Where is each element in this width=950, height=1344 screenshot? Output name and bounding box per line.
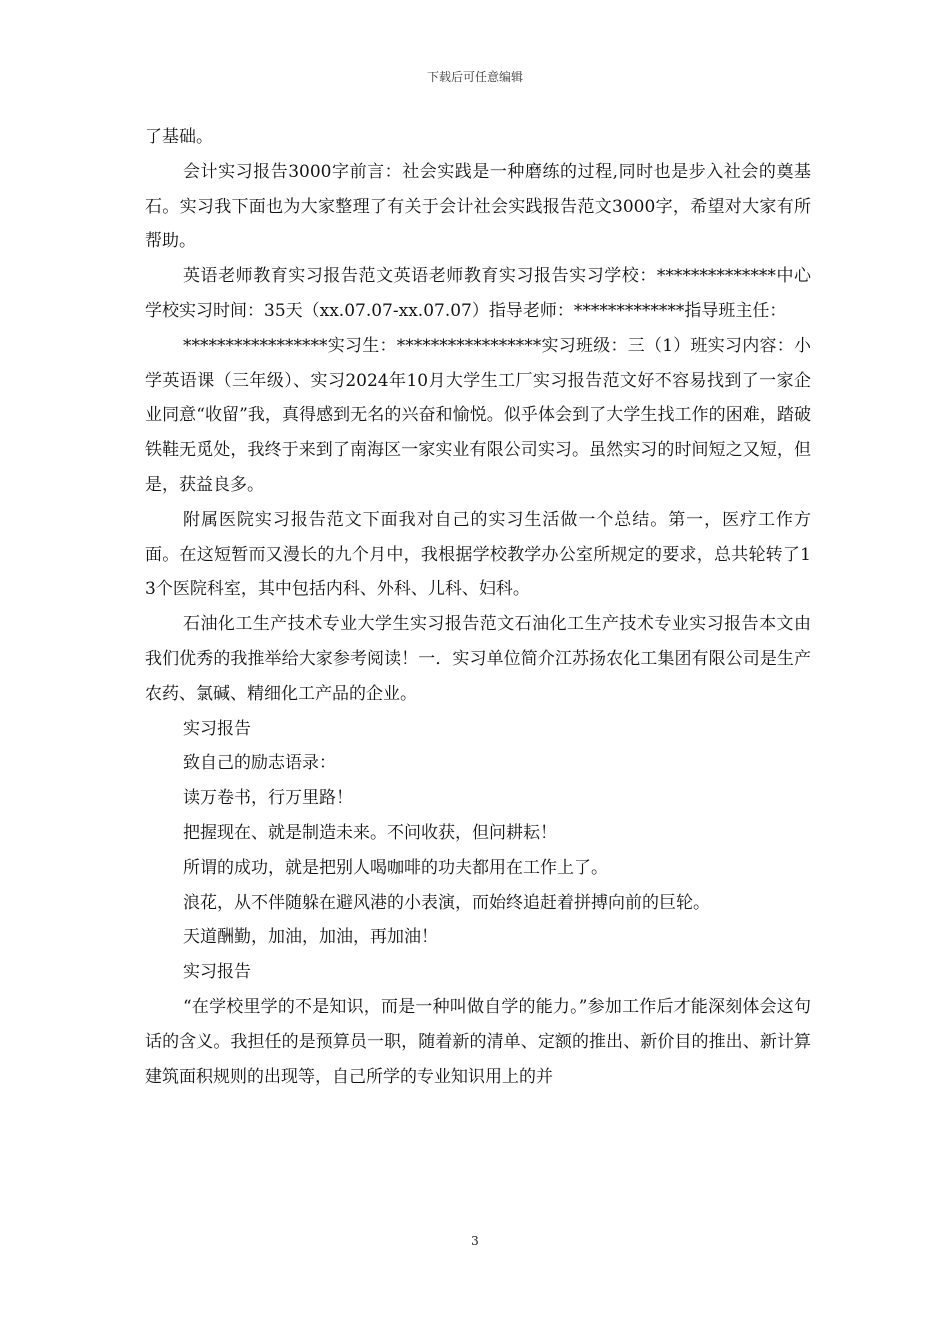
quote-line: 所谓的成功，就是把别人喝咖啡的功夫都用在工作上了。	[183, 857, 608, 878]
quote-line: 浪花，从不伴随躲在避风港的小表演，而始终追赶着拼搏向前的巨轮。	[183, 892, 710, 913]
paragraph: 会计实习报告3000字前言：社会实践是一种磨练的过程,同时也是步入社会的奠基石。实习我下面也为大家整理了有关于会计社会实践报告范文3000字，希望对大家有所帮助。	[145, 161, 811, 252]
quote-line: 致自己的励志语录：	[183, 753, 336, 774]
paragraph: “在学校里学的不是知识，而是一种叫做自学的能力。”参加工作后才能深刻体会这句话的含义。我担任的是预算员一职，随着新的清单、定额的推出、新价目的推出、新计算建筑面积规则的出现等，自己所学的专业知识用上的并	[145, 996, 811, 1087]
section-heading: 实习报告	[183, 718, 251, 739]
quote-line: 把握现在、就是制造未来。不问收获，但问耕耘！	[183, 822, 557, 843]
quote-line: 天道酬勤，加油，加油，再加油！	[183, 927, 438, 948]
section-heading: 实习报告	[183, 962, 251, 983]
paragraph: 英语老师教育实习报告范文英语老师教育实习报告实习学校：**************中心学校实习时间：35天（xx.07.07-xx.07.07）指导老师：*************指导班主任：	[145, 266, 811, 321]
paragraph: 附属医院实习报告范文下面我对自己的实习生活做一个总结。第一，医疗工作方面。在这短暂而又漫长的九个月中，我根据学校教学办公室所规定的要求，总共轮转了13个医院科室，其中包括内科、外科、儿科、妇科。	[145, 509, 811, 600]
quote-line: 读万卷书，行万里路！	[183, 788, 353, 809]
paragraph: 石油化工生产技术专业大学生实习报告范文石油化工生产技术专业实习报告本文由我们优秀的我推举给大家参考阅读！一．实习单位简介江苏扬农化工集团有限公司是生产农药、氯碱、精细化工产品的企业。	[145, 614, 811, 704]
page-header: 下载后可任意编辑	[426, 70, 523, 84]
document-body	[145, 120, 811, 1094]
paragraph: 了基础。	[145, 127, 213, 147]
page-number: 3	[471, 1234, 479, 1248]
paragraph: *****************实习生：*****************实习班级：三（1）班实习内容：小学英语课（三年级）、实习2024年10月大学生工厂实习报告范文好不容易找到了一家企业同意“收留”我，真得感到无名的兴奋和愉悦。似乎体会到了大学生找工作的困难，踏破铁鞋无觅处，我终于来到了南海区一家实业有限公司实习。虽然实习的时间短之又短，但是，获益良多。	[145, 335, 811, 495]
